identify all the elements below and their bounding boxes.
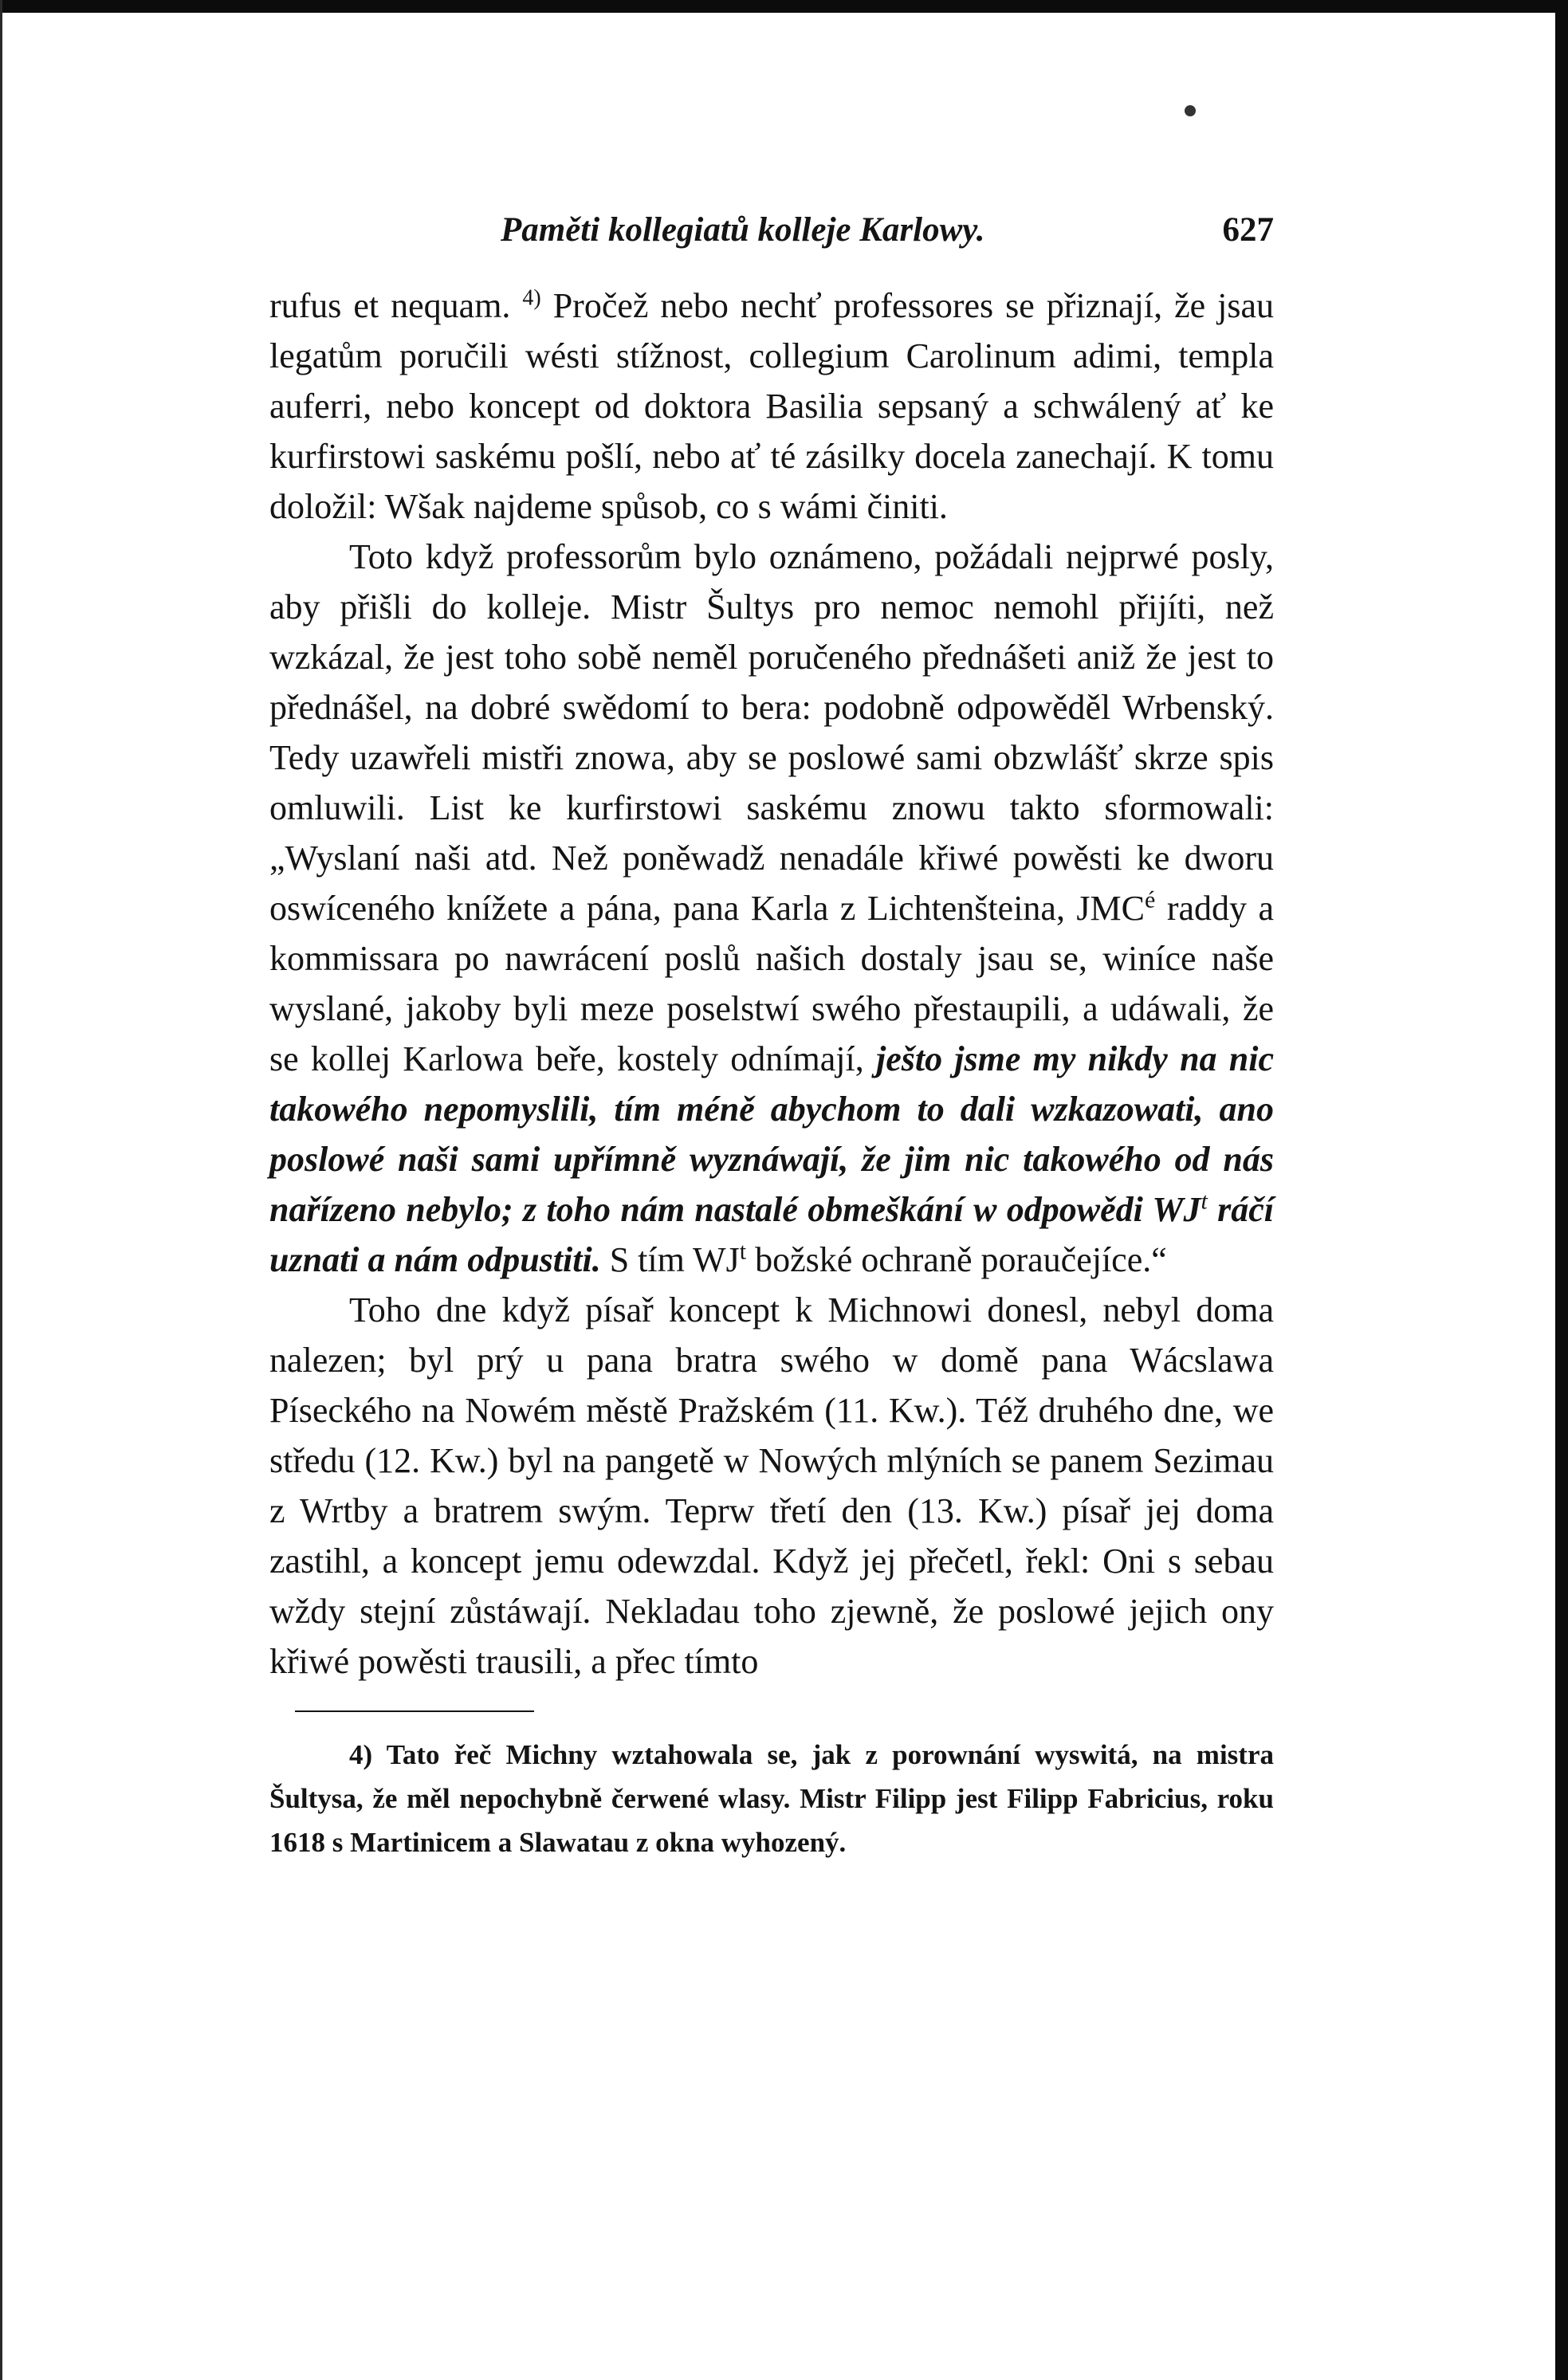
- paragraph-1-text-b: Pročež nebo nechť professores se přiznají, že jsau legatům poručili wésti stížnost, collegium Carolinum adimi, templa auferri, nebo koncept od doktora Basilia sepsaný a schwálený ať ke kurfirstowi saskému pošlí, nebo ať té zásilky docela zanechají. K tomu doložil: Wšak najdeme spůsob, co s wámi činiti.: [269, 286, 1274, 526]
- running-head: [269, 202, 1274, 258]
- paragraph-2-text-a: Toto když professorům bylo oznámeno, požádali nejprwé posly, aby přišli do kolleje. Mistr Šultys pro nemoc nemohl přijíti, než wzkázal, že jest toho sobě neměl poručeného přednášeti aniž že jest to přednášel, na dobré swědomí to bera: podobně odpowěděl Wrbenský. Tedy uzawřeli mistři znowa, aby se poslowé sami obzwlášť skrze spis omluwili. List ke kurfirstowi saskému znowu takto sformowali: „Wyslaní naši atd. Než poněwadž nenadále křiwé powěsti ke dworu oswíceného knížete a pána, pana Karla z Lichtenšteina, JMC: [269, 537, 1274, 928]
- book-page: [269, 202, 1274, 1864]
- footnotes: [269, 1733, 1274, 1864]
- italic-quote-a: ješto jsme my nikdy na nic takowého nepomyslili, tím méně abychom to dali wzkazowati, ano poslowé naši sami upřímně wyznáwají, že jim nic takowého od nás nařízeno nebylo; z toho nám nastalé obmeškání w odpowědi WJ: [269, 1039, 1274, 1229]
- ink-blot: [1185, 105, 1196, 116]
- paragraph-2-text-c: S tím WJ: [600, 1240, 740, 1279]
- superscript-wjt-2: t: [739, 1238, 747, 1265]
- paragraph-2-text-b: raddy a kommissara po nawrácení poslů našich dostaly jsau se, winíce naše wyslané, jakoby byli meze poselstwí swého přestaupili, a udáwali, že se kollej Karlowa beře, kostely odnímají,: [269, 889, 1274, 1078]
- paragraph-2: [269, 532, 1274, 1285]
- footnote-reference: 4): [522, 285, 541, 311]
- body-text: [269, 281, 1274, 1687]
- paragraph-3: Toho dne když písař koncept k Michnowi donesl, nebyl doma nalezen; byl prý u pana bratra swého w domě pana Wácslawa Píseckého na Nowém městě Pražském (11. Kw.). Též druhého dne, we středu (12. Kw.) byl na pangetě w Nowých mlýních se panem Sezimau z Wrtby a bratrem swým. Teprw třetí den (13. Kw.) písař jej doma zastihl, a koncept jemu odewzdal. Když jej přečetl, řekl: Oni s sebau wždy stejní zůstáwají. Nekladau toho zjewně, že poslowé jejich ony křiwé powěsti trausili, a přec tímto: [269, 1290, 1274, 1681]
- scan-border-right: [1555, 0, 1568, 2380]
- paragraph-1-text-a: rufus et nequam.: [269, 286, 523, 325]
- paragraph-2-text-d: božské ochraně poraučejíce.“: [746, 1240, 1167, 1279]
- running-title: Paměti kollegiatů kolleje Karlowy.: [501, 211, 985, 249]
- superscript-jmc: é: [1145, 886, 1156, 913]
- page-number: 627: [1222, 211, 1274, 249]
- footnote-4: 4) Tato řeč Michny wztahowala se, jak z porownání wyswitá, na mistra Šultysa, že měl nepochybně čerwené wlasy. Mistr Filipp jest Filipp Fabricius, roku 1618 s Martinicem a Slawatau z okna wyhozený.: [269, 1739, 1274, 1858]
- footnote-divider: [295, 1710, 534, 1712]
- scan-border-left: [0, 0, 2, 2380]
- scan-border-top: [0, 0, 1568, 13]
- paragraph-1: [269, 281, 1274, 532]
- superscript-wjt-1: t: [1201, 1188, 1208, 1215]
- italic-quote-b: ráčí uznati a nám odpustiti.: [269, 1190, 1274, 1279]
